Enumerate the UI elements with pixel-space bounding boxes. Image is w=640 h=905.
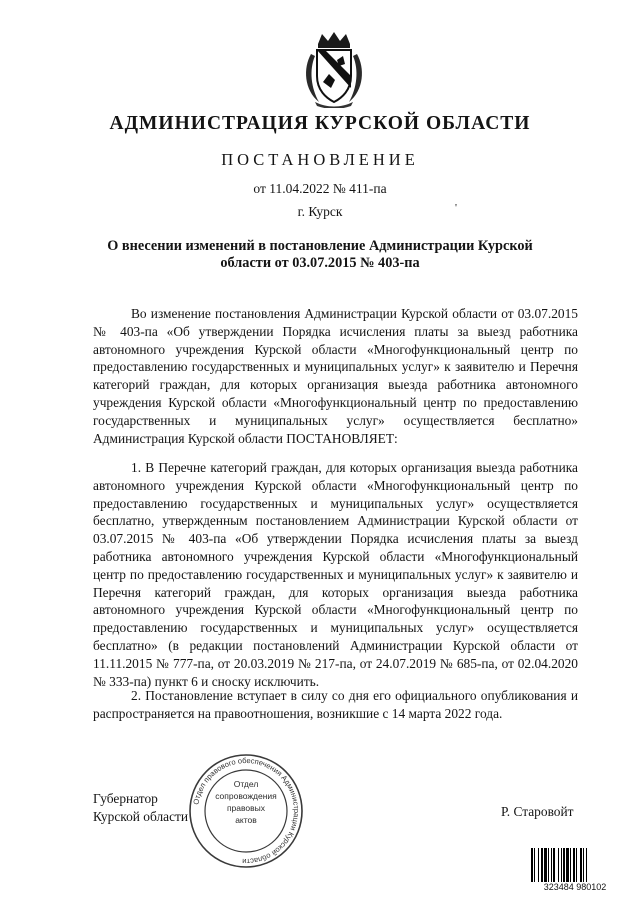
stamp-line-4: актов: [235, 815, 257, 825]
organization-name: АДМИНИСТРАЦИЯ КУРСКОЙ ОБЛАСТИ: [109, 113, 531, 134]
barcode-bar: [583, 848, 584, 882]
stamp-line-1: Отдел: [233, 779, 259, 789]
item-1-paragraph: 1. В Перечне категорий граждан, для которых организация выезда работника автономного учреждения Курской области «Многофункциональный центр по предоставлению государственных и муниципальных услуг» осуществляется бесплатно, утвержденным постановлением Администрации Курской области от 03.07.2015 № 403-па «Об утверждении Порядка исчисления платы за выезд работника автономного учреждения Курской области «Многофункциональный центр по предоставлению государственных и муниципальных услуг» к заявителю и Перечня категорий граждан, для которых организация выезда работника автономного учреждения Курской области «Многофункциональный центр по предоставлению государственных и муниципальных услуг» осуществляется бесплатно» (в редакции постановлений Администрации Курской области от 11.11.2015 № 777-па, от 20.03.2019 № 217-па, от 24.07.2019 № 685-па, от 02.04.2020 № 333-па) пункт 6 и сноску исключить.: [93, 460, 578, 689]
margin-mark: ': [455, 202, 457, 214]
barcode-bar: [566, 848, 569, 882]
barcode-bar: [538, 848, 539, 882]
signatory-title-line2: Курской области: [93, 808, 189, 824]
date-number-line: от 11.04.2022 № 411-па: [253, 181, 387, 196]
barcode-bar: [551, 848, 552, 882]
barcode-bar: [531, 848, 533, 882]
barcode-bar: [544, 848, 547, 882]
barcode-number: 323484 980102: [543, 882, 607, 892]
stamp-ring-text: Отдел правового обеспечения Администрации Курской области: [191, 755, 302, 867]
signatory-title-line1: Губернатор: [93, 791, 158, 806]
barcode-bar: [541, 848, 543, 882]
signatory-title: [93, 790, 188, 826]
barcode: [530, 848, 620, 882]
barcode-bar: [573, 848, 575, 882]
barcode-bar: [534, 848, 535, 882]
barcode-bar: [586, 848, 587, 882]
barcode-bar: [580, 848, 582, 882]
barcode-bar: [553, 848, 555, 882]
document-type: ПОСТАНОВЛЕНИЕ: [221, 150, 419, 169]
stamp-line-2: сопровождения: [215, 791, 277, 801]
city-line: г. Курск: [297, 204, 343, 219]
intro-paragraph: Во изменение постановления Администрации Курской области от 03.07.2015 № 403-па «Об утверждении Порядка исчисления платы за выезд работника автономного учреждения Курской области «Многофункциональный центр по предоставлению государственных и муниципальных услуг» к заявителю и Перечня категорий граждан, для которых организация выезда работника автономного учреждения Курской области «Многофункциональный центр по предоставлению государственных и муниципальных услуг» осуществляется бесплатно» Администрация Курской области ПОСТАНОВЛЯЕТ:: [93, 306, 578, 446]
stamp-line-3: правовых: [226, 803, 266, 813]
barcode-bar: [570, 848, 571, 882]
barcode-bar: [548, 848, 549, 882]
barcode-bar: [563, 848, 565, 882]
coat-of-arms-icon: [301, 30, 367, 108]
signatory-name: Р. Старовойт: [501, 804, 574, 819]
barcode-bar: [561, 848, 562, 882]
barcode-bar: [558, 848, 559, 882]
stamp-text: [206, 778, 286, 826]
item-2-paragraph: 2. Постановление вступает в силу со дня его официального опубликования и распространяется на правоотношения, возникшие с 14 марта 2022 года.: [93, 688, 578, 721]
barcode-bar: [576, 848, 577, 882]
document-title: О внесении изменений в постановление Администрации Курской области от 03.07.2015 № 403-па: [107, 238, 533, 271]
